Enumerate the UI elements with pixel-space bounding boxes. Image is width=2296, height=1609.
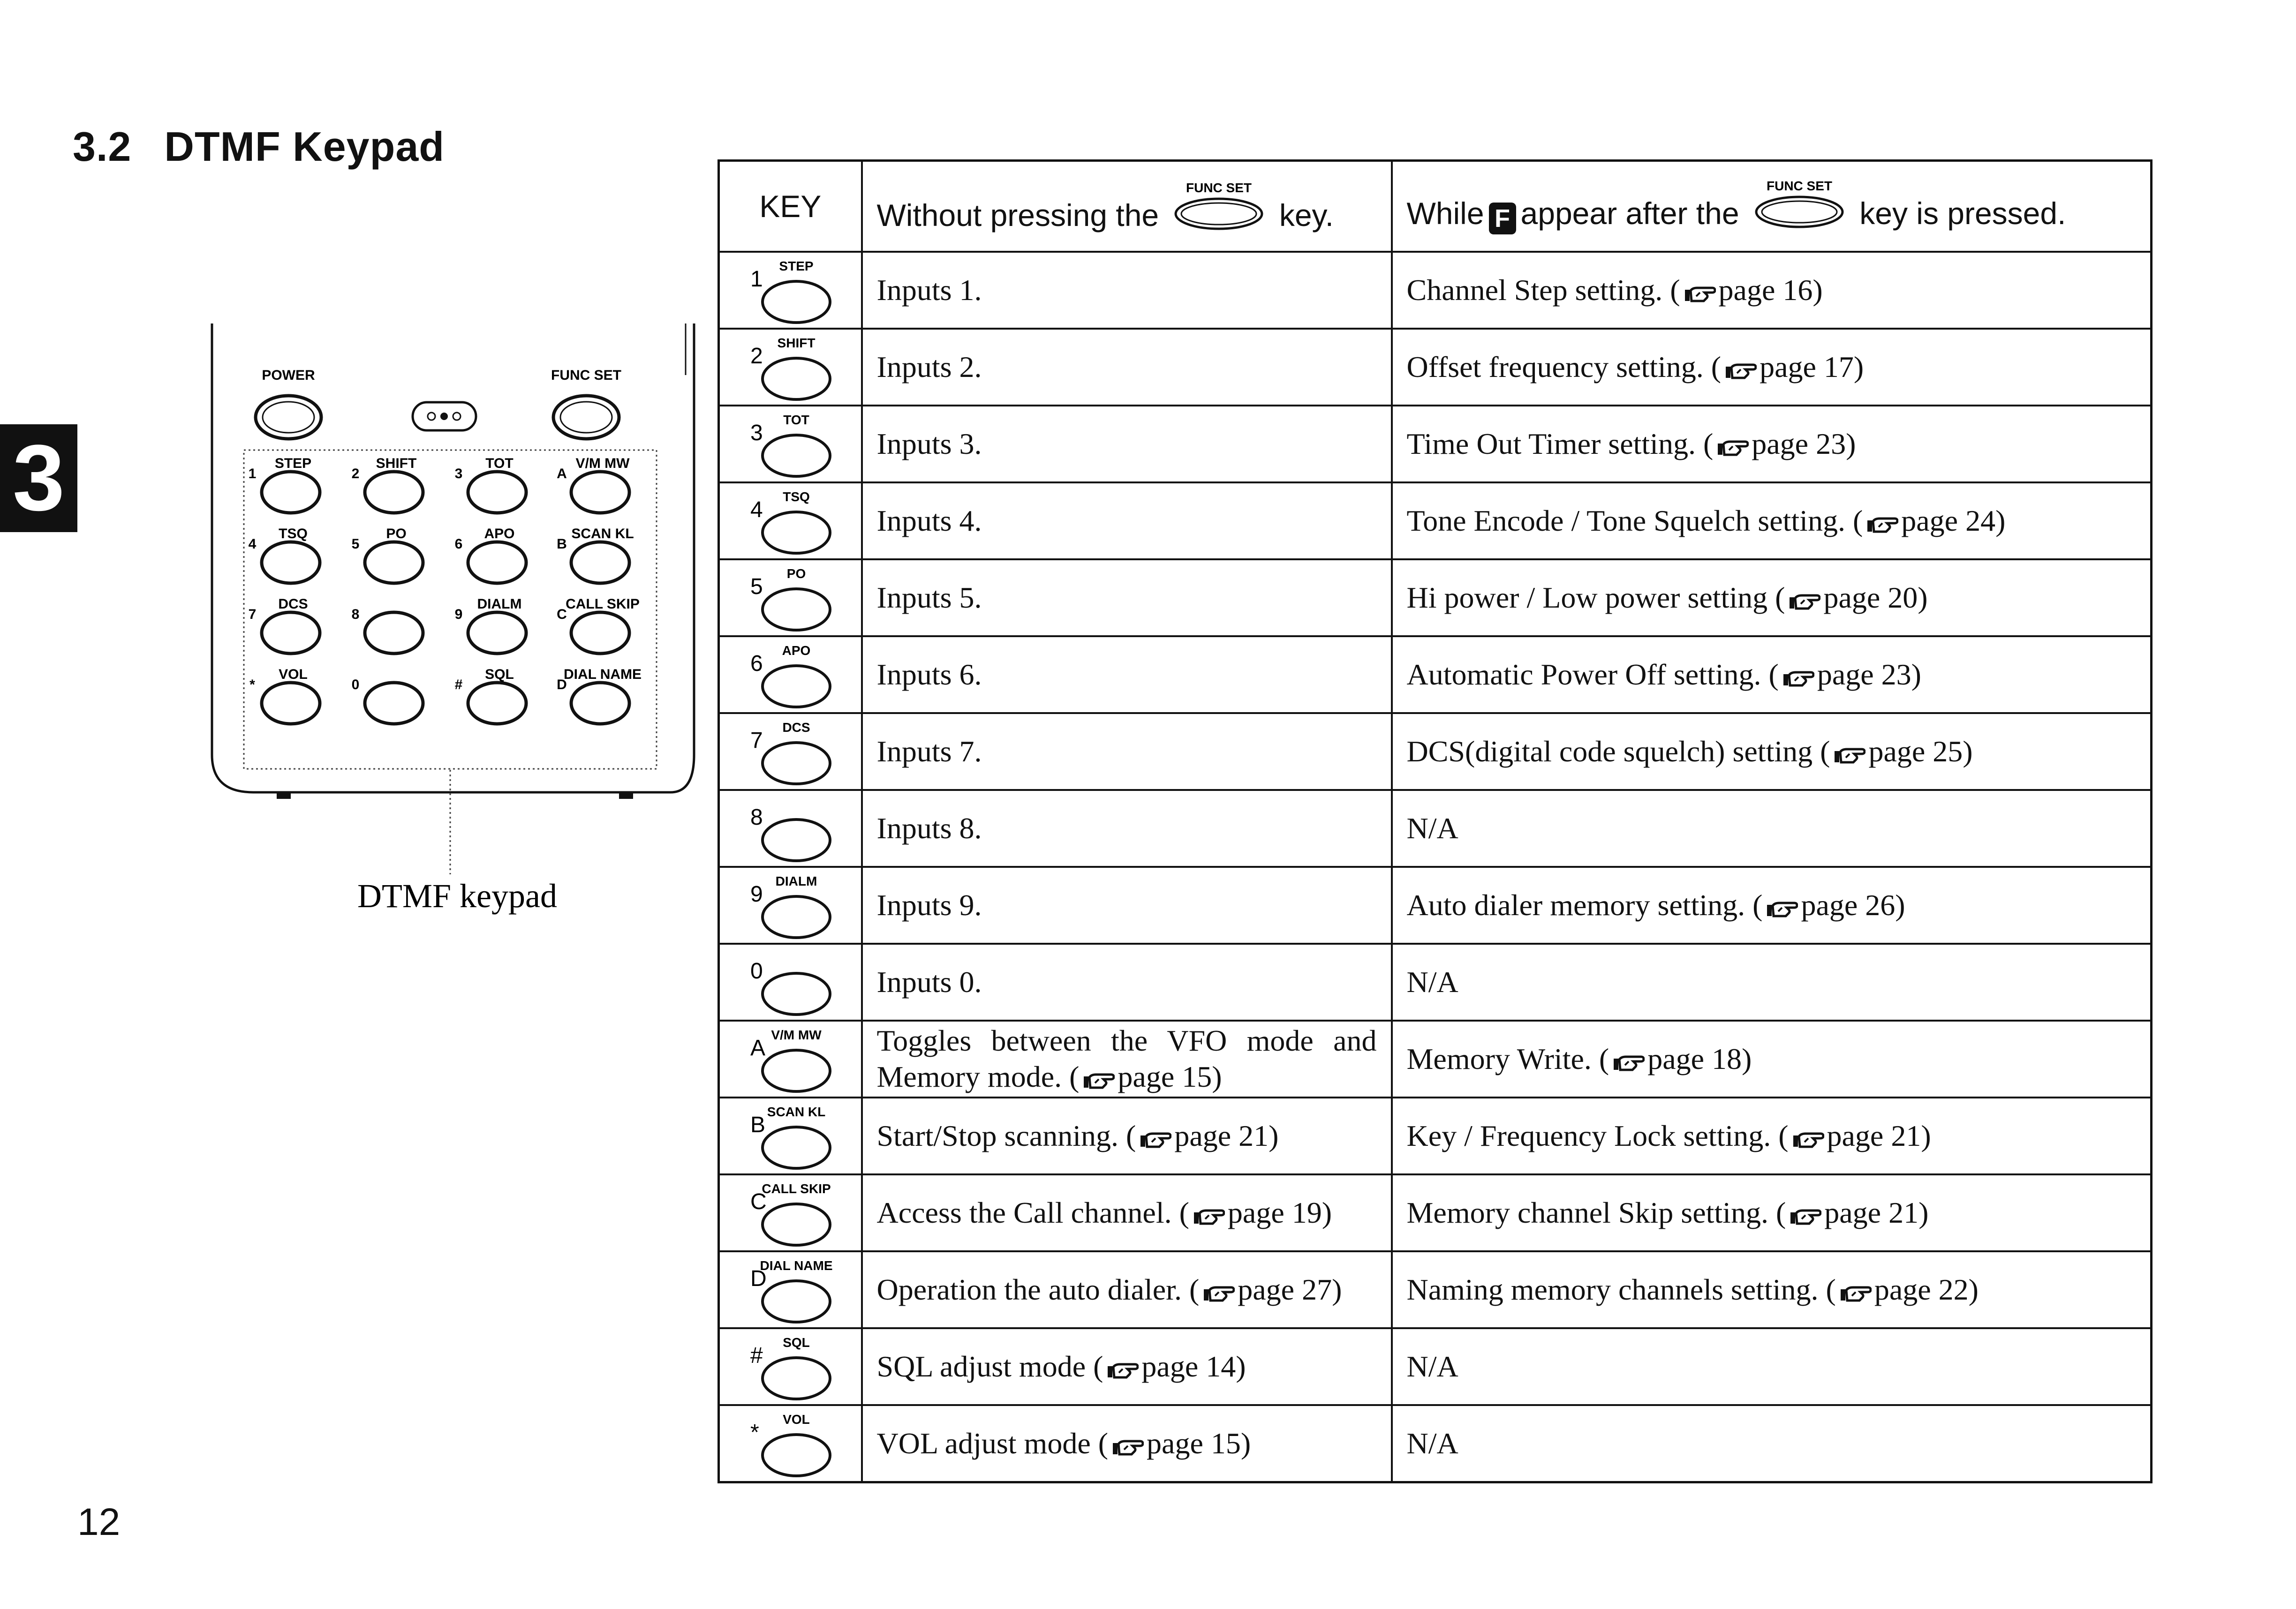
page-reference-hand-icon (1202, 1282, 1235, 1302)
with-func-cell: Memory channel Skip setting. ( page 21) (1392, 1174, 2152, 1251)
with-func-cell: Time Out Timer setting. ( page 23) (1392, 406, 2152, 482)
table-row (719, 1405, 2152, 1482)
keypad-button-shape (571, 542, 629, 583)
key-function-label: PO (787, 566, 806, 581)
keypad-digit: 0 (351, 677, 360, 692)
table-row (719, 1174, 2152, 1251)
key-function-label: SQL (783, 1335, 810, 1350)
page-reference-hand-icon (1788, 590, 1820, 610)
table-row (719, 1251, 2152, 1328)
key-digit: 0 (750, 959, 763, 984)
keypad-digit: 8 (351, 607, 360, 622)
with-func-cell: Hi power / Low power setting ( page 20) (1392, 559, 2152, 636)
page-reference-hand-icon (1789, 1205, 1821, 1226)
keypad-digit: A (557, 466, 567, 481)
keypad-digit: 4 (248, 536, 257, 552)
key-digit: 3 (750, 421, 763, 445)
keypad-function-label: CALL SKIP (566, 596, 640, 612)
key-digit: # (750, 1343, 763, 1368)
dtmf-keypad (249, 456, 642, 724)
key-button-shape (763, 1127, 830, 1168)
without-func-cell: Inputs 0. (862, 944, 1392, 1021)
table-row (719, 406, 2152, 482)
keypad-digit: D (557, 677, 567, 692)
func-set-key-icon (1748, 178, 1851, 230)
table-row (719, 713, 2152, 790)
svg-text:FUNC SET: FUNC SET (1186, 180, 1252, 195)
figure-caption: DTMF keypad (357, 877, 557, 915)
table-row (719, 867, 2152, 944)
with-func-cell: Auto dialer memory setting. ( page 26) (1392, 867, 2152, 944)
keypad-button-shape (262, 612, 320, 654)
key-function-label: APO (782, 643, 811, 658)
keypad-function-label: SCAN KL (571, 526, 634, 541)
with-func-cell: Tone Encode / Tone Squelch setting. ( page 24) (1392, 482, 2152, 559)
key-button-shape (763, 589, 830, 630)
keypad-button[interactable] (249, 667, 320, 724)
key-button-shape (763, 1204, 830, 1245)
key-digit: B (750, 1113, 766, 1137)
keypad-function-label: VOL (279, 667, 308, 682)
keypad-button-shape (468, 683, 526, 724)
without-func-cell: Toggles between the VFO mode and Memory mode. ( page 15) (862, 1021, 1392, 1098)
keypad-button[interactable] (455, 526, 526, 583)
table-row (719, 790, 2152, 867)
with-func-cell: N/A (1392, 790, 2152, 867)
keypad-digit: 7 (248, 607, 257, 622)
with-func-cell: N/A (1392, 1405, 2152, 1482)
keypad-button-shape (262, 542, 320, 583)
header-without-func: Without pressing the FUNC SET key. (862, 161, 1392, 252)
key-digit: C (750, 1189, 767, 1214)
page-reference-hand-icon (1139, 1128, 1171, 1149)
page-reference-hand-icon (1192, 1205, 1225, 1226)
key-cell (719, 1251, 862, 1328)
key-digit: 5 (750, 574, 763, 599)
key-button-shape (763, 1050, 830, 1091)
key-cell (719, 1405, 862, 1482)
keypad-digit: 6 (454, 536, 463, 552)
keypad-key-icon (736, 714, 844, 789)
key-button-shape (763, 1281, 830, 1322)
table-row (719, 1021, 2152, 1098)
keypad-button[interactable] (455, 667, 526, 724)
keypad-button[interactable] (352, 677, 423, 724)
table-row (719, 329, 2152, 406)
key-cell (719, 1021, 862, 1098)
page-reference-hand-icon (1716, 436, 1749, 457)
key-digit: 1 (750, 267, 763, 292)
keypad-button[interactable] (249, 596, 320, 654)
with-func-cell: Channel Step setting. ( page 16) (1392, 252, 2152, 329)
header-without-text: Without pressing the (876, 197, 1159, 233)
key-function-label: SHIFT (777, 336, 816, 350)
without-func-cell: Operation the auto dialer. ( page 27) (862, 1251, 1392, 1328)
key-digit: 6 (750, 651, 763, 676)
page-reference-hand-icon (1833, 744, 1866, 764)
keypad-function-label: APO (484, 526, 515, 541)
page-reference-hand-icon (1839, 1282, 1872, 1302)
key-function-label: DIAL NAME (760, 1258, 833, 1273)
without-func-cell: Start/Stop scanning. ( page 21) (862, 1098, 1392, 1174)
without-func-cell: Inputs 7. (862, 713, 1392, 790)
keypad-button[interactable] (249, 526, 320, 583)
with-func-cell: Naming memory channels setting. ( page 22) (1392, 1251, 2152, 1328)
with-func-cell: Offset frequency setting. ( page 17) (1392, 329, 2152, 406)
keypad-key-icon (736, 1022, 844, 1097)
func-set-key-icon (1167, 180, 1270, 232)
keypad-digit: 2 (351, 466, 360, 481)
keypad-button-shape (365, 542, 423, 583)
key-function-label: DIALM (775, 874, 817, 888)
table-row (719, 1098, 2152, 1174)
keypad-digit: 5 (351, 536, 360, 552)
keypad-function-label: STEP (274, 456, 312, 471)
page-reference-hand-icon (1082, 1069, 1115, 1090)
key-cell (719, 636, 862, 713)
key-digit: 7 (750, 728, 763, 753)
table-row (719, 559, 2152, 636)
keypad-digit: * (249, 677, 255, 692)
without-func-cell: Inputs 2. (862, 329, 1392, 406)
section-title: DTMF Keypad (164, 123, 445, 170)
keypad-function-label: DIAL NAME (563, 667, 642, 682)
keypad-function-label: DIALM (477, 596, 522, 612)
key-button-shape (763, 281, 830, 323)
key-button-shape (763, 743, 830, 784)
keypad-digit: # (454, 677, 463, 692)
page-reference-hand-icon (1765, 897, 1798, 918)
keypad-button[interactable] (455, 456, 526, 513)
key-cell (719, 1328, 862, 1405)
key-function-label: DCS (782, 720, 810, 735)
without-func-cell: VOL adjust mode ( page 15) (862, 1405, 1392, 1482)
key-function-label: V/M MW (771, 1028, 822, 1042)
with-func-cell: Memory Write. ( page 18) (1392, 1021, 2152, 1098)
section-heading (73, 123, 445, 171)
power-label: POWER (262, 368, 315, 383)
page-reference-hand-icon (1791, 1128, 1824, 1149)
key-digit: 9 (750, 882, 763, 907)
key-cell (719, 329, 862, 406)
with-func-cell: Key / Frequency Lock setting. ( page 21) (1392, 1098, 2152, 1174)
keypad-button[interactable] (557, 596, 640, 654)
keypad-button-shape (365, 472, 423, 513)
without-func-cell: Inputs 8. (862, 790, 1392, 867)
header-key: KEY (719, 161, 862, 252)
keypad-button-shape (468, 612, 526, 654)
svg-text:FUNC SET: FUNC SET (1766, 179, 1832, 193)
keypad-digit: 3 (454, 466, 463, 481)
key-cell (719, 790, 862, 867)
key-digit: 8 (750, 805, 763, 830)
key-button-shape (763, 358, 830, 399)
key-button-shape (763, 666, 830, 707)
keypad-key-icon (736, 330, 844, 405)
keypad-function-label: TOT (485, 456, 514, 471)
with-func-cell: Automatic Power Off setting. ( page 23) (1392, 636, 2152, 713)
chapter-tab: 3 (0, 424, 77, 532)
keypad-key-icon (736, 1098, 844, 1173)
keypad-button-shape (365, 683, 423, 724)
with-func-cell: DCS(digital code squelch) setting ( page 25) (1392, 713, 2152, 790)
without-func-cell: Inputs 6. (862, 636, 1392, 713)
key-button-shape (763, 1358, 830, 1399)
radio-illustration (206, 319, 713, 928)
key-function-label: STEP (779, 259, 814, 273)
page-reference-hand-icon (1782, 667, 1814, 687)
keypad-function-label: SQL (485, 667, 514, 682)
with-func-cell: N/A (1392, 944, 2152, 1021)
table-row (719, 482, 2152, 559)
keypad-button-shape (468, 472, 526, 513)
page-reference-hand-icon (1866, 513, 1898, 534)
keypad-button-shape (365, 612, 423, 654)
keypad-button[interactable] (352, 526, 423, 583)
key-cell (719, 1174, 862, 1251)
key-digit: D (750, 1266, 767, 1291)
header-with-func: While F appear after the FUNC SET key is pressed. (1392, 161, 2152, 252)
without-func-cell: Inputs 4. (862, 482, 1392, 559)
table-row (719, 944, 2152, 1021)
keypad-key-icon (736, 1329, 844, 1404)
key-cell (719, 252, 862, 329)
keypad-button-shape (571, 683, 629, 724)
page-reference-hand-icon (1724, 359, 1757, 380)
keypad-function-label: PO (386, 526, 407, 541)
key-digit: 4 (750, 497, 763, 522)
keypad-key-icon (736, 1175, 844, 1250)
key-digit: * (750, 1420, 759, 1445)
key-cell (719, 713, 862, 790)
f-indicator-icon: F (1489, 203, 1516, 234)
key-button-shape (763, 512, 830, 553)
table-row (719, 636, 2152, 713)
with-func-cell: N/A (1392, 1328, 2152, 1405)
page-reference-hand-icon (1111, 1436, 1144, 1456)
keypad-button-shape (571, 472, 629, 513)
keypad-key-icon (736, 1252, 844, 1327)
section-number: 3.2 (73, 123, 132, 170)
key-digit: 2 (750, 344, 763, 368)
keypad-button[interactable] (557, 526, 634, 583)
keypad-digit: 9 (454, 607, 463, 622)
keypad-key-icon (736, 637, 844, 712)
page-reference-hand-icon (1612, 1051, 1645, 1072)
key-digit: A (750, 1036, 766, 1060)
table-row (719, 252, 2152, 329)
page-number: 12 (77, 1501, 121, 1543)
without-func-cell: Inputs 9. (862, 867, 1392, 944)
without-func-cell: Access the Call channel. ( page 19) (862, 1174, 1392, 1251)
keypad-digit: B (557, 536, 567, 552)
table-row (719, 1328, 2152, 1405)
key-cell (719, 482, 862, 559)
without-func-cell: Inputs 3. (862, 406, 1392, 482)
without-func-cell: Inputs 1. (862, 252, 1392, 329)
key-function-label: VOL (783, 1412, 810, 1427)
without-func-cell: SQL adjust mode ( page 14) (862, 1328, 1392, 1405)
func-set-label: FUNC SET (551, 368, 621, 383)
key-button-shape (763, 820, 830, 861)
key-function-label: SCAN KL (767, 1105, 826, 1119)
keypad-button[interactable] (557, 456, 630, 513)
keypad-key-icon (736, 406, 844, 481)
keypad-key-icon (736, 791, 844, 866)
keypad-button[interactable] (557, 667, 642, 724)
page-reference-hand-icon (1106, 1359, 1139, 1379)
keypad-function-label: TSQ (279, 526, 308, 541)
key-cell (719, 559, 862, 636)
keypad-button-shape (468, 542, 526, 583)
key-button-shape (763, 973, 830, 1015)
keypad-key-icon (736, 253, 844, 328)
key-button-shape (763, 896, 830, 938)
keypad-key-icon (736, 483, 844, 558)
radio-figure (206, 319, 713, 928)
keypad-digit: C (557, 607, 567, 622)
dtmf-key-table (718, 159, 2152, 1483)
key-cell (719, 867, 862, 944)
keypad-key-icon (736, 1406, 844, 1481)
keypad-button-shape (262, 472, 320, 513)
keypad-button[interactable] (352, 607, 423, 654)
key-function-label: TOT (783, 413, 809, 427)
keypad-button-shape (571, 612, 629, 654)
key-cell (719, 1098, 862, 1174)
key-button-shape (763, 1435, 830, 1476)
key-cell (719, 944, 862, 1021)
keypad-function-label: DCS (278, 596, 308, 612)
key-function-label: CALL SKIP (762, 1181, 831, 1196)
key-button-shape (763, 435, 830, 476)
keypad-function-label: V/M MW (575, 456, 630, 471)
keypad-key-icon (736, 945, 844, 1020)
keypad-button[interactable] (249, 456, 320, 513)
keypad-key-icon (736, 868, 844, 943)
without-func-cell: Inputs 5. (862, 559, 1392, 636)
key-function-label: TSQ (783, 489, 810, 504)
keypad-button[interactable] (455, 596, 526, 654)
key-cell (719, 406, 862, 482)
keypad-digit: 1 (248, 466, 257, 481)
page-reference-hand-icon (1683, 282, 1716, 303)
table-header-row (719, 161, 2152, 252)
keypad-button-shape (262, 683, 320, 724)
keypad-button[interactable] (352, 456, 423, 513)
keypad-key-icon (736, 560, 844, 635)
keypad-function-label: SHIFT (376, 456, 417, 471)
